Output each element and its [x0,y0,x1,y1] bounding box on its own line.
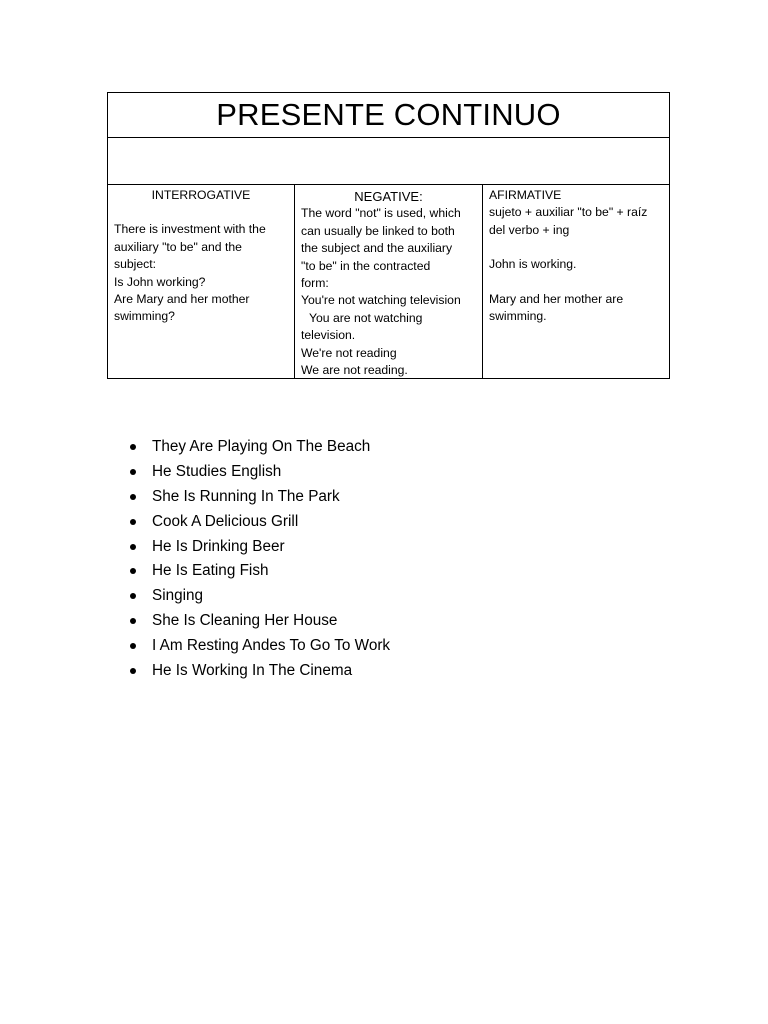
example-sentence-list [130,435,390,684]
afirmative-heading: AFIRMATIVE [489,188,562,202]
list-item [130,634,390,659]
negative-line: You're not watching television [301,293,461,308]
list-item-text: He Is Working In The Cinema [152,662,353,680]
negative-heading: NEGATIVE: [354,189,423,204]
list-item [130,609,390,634]
interrogative-column [108,185,295,378]
list-item [130,460,390,485]
table-title: PRESENTE CONTINUO [108,93,669,138]
afirmative-line: Mary and her mother are [489,291,624,306]
bullet-icon [130,544,136,550]
bullet-icon [130,618,136,624]
bullet-icon [130,668,136,674]
negative-column [295,185,483,378]
negative-line: We're not reading [301,345,397,360]
list-item-text: He Is Drinking Beer [152,537,285,555]
interrogative-line: auxiliary "to be" and the [114,239,242,254]
bullet-icon [130,593,136,599]
negative-line: The word "not" is used, which [301,206,461,221]
bullet-icon [130,643,136,649]
list-item-text: She Is Running In The Park [152,487,340,505]
afirmative-column [483,185,669,378]
negative-line: You are not watching [309,310,423,325]
list-item [130,584,390,609]
interrogative-line: subject: [114,257,157,272]
negative-line: television. [301,328,356,343]
table-columns [108,185,669,378]
list-item [130,435,390,460]
table-blank-row [108,138,669,185]
interrogative-line: There is investment with the [114,222,266,237]
negative-line: We are not reading. [301,363,408,378]
list-item [130,535,390,560]
interrogative-heading: INTERROGATIVE [151,188,251,202]
interrogative-line: Are Mary and her mother [114,292,250,307]
bullet-icon [130,444,136,450]
list-item [130,659,390,684]
negative-line: the subject and the auxiliary [301,241,453,256]
list-item-text: He Studies English [152,462,282,480]
afirmative-line: John is working. [489,257,577,272]
negative-line: can usually be linked to both [301,223,455,238]
interrogative-line: Is John working? [114,274,206,289]
afirmative-line [489,239,663,256]
list-item-text: Cook A Delicious Grill [152,512,299,530]
list-item [130,510,390,535]
afirmative-line [489,274,663,291]
list-item [130,559,390,584]
list-item [130,485,390,510]
afirmative-line: sujeto + auxiliar "to be" + raíz [489,205,648,220]
bullet-icon [130,494,136,500]
negative-line: form: [301,276,329,291]
bullet-icon [130,568,136,574]
negative-line: "to be" in the contracted [301,258,431,273]
list-item-text: They Are Playing On The Beach [152,438,371,455]
list-item-text: He Is Eating Fish [152,562,269,580]
afirmative-line: swimming. [489,309,547,324]
bullet-icon [130,469,136,475]
list-item-text: I Am Resting Andes To Go To Work [152,637,391,655]
interrogative-line: swimming? [114,309,175,324]
afirmative-line: del verbo + ing [489,222,570,237]
grammar-table [107,92,670,379]
bullet-icon [130,519,136,525]
list-item-text: Singing [152,587,204,605]
list-item-text: She Is Cleaning Her House [152,612,338,630]
